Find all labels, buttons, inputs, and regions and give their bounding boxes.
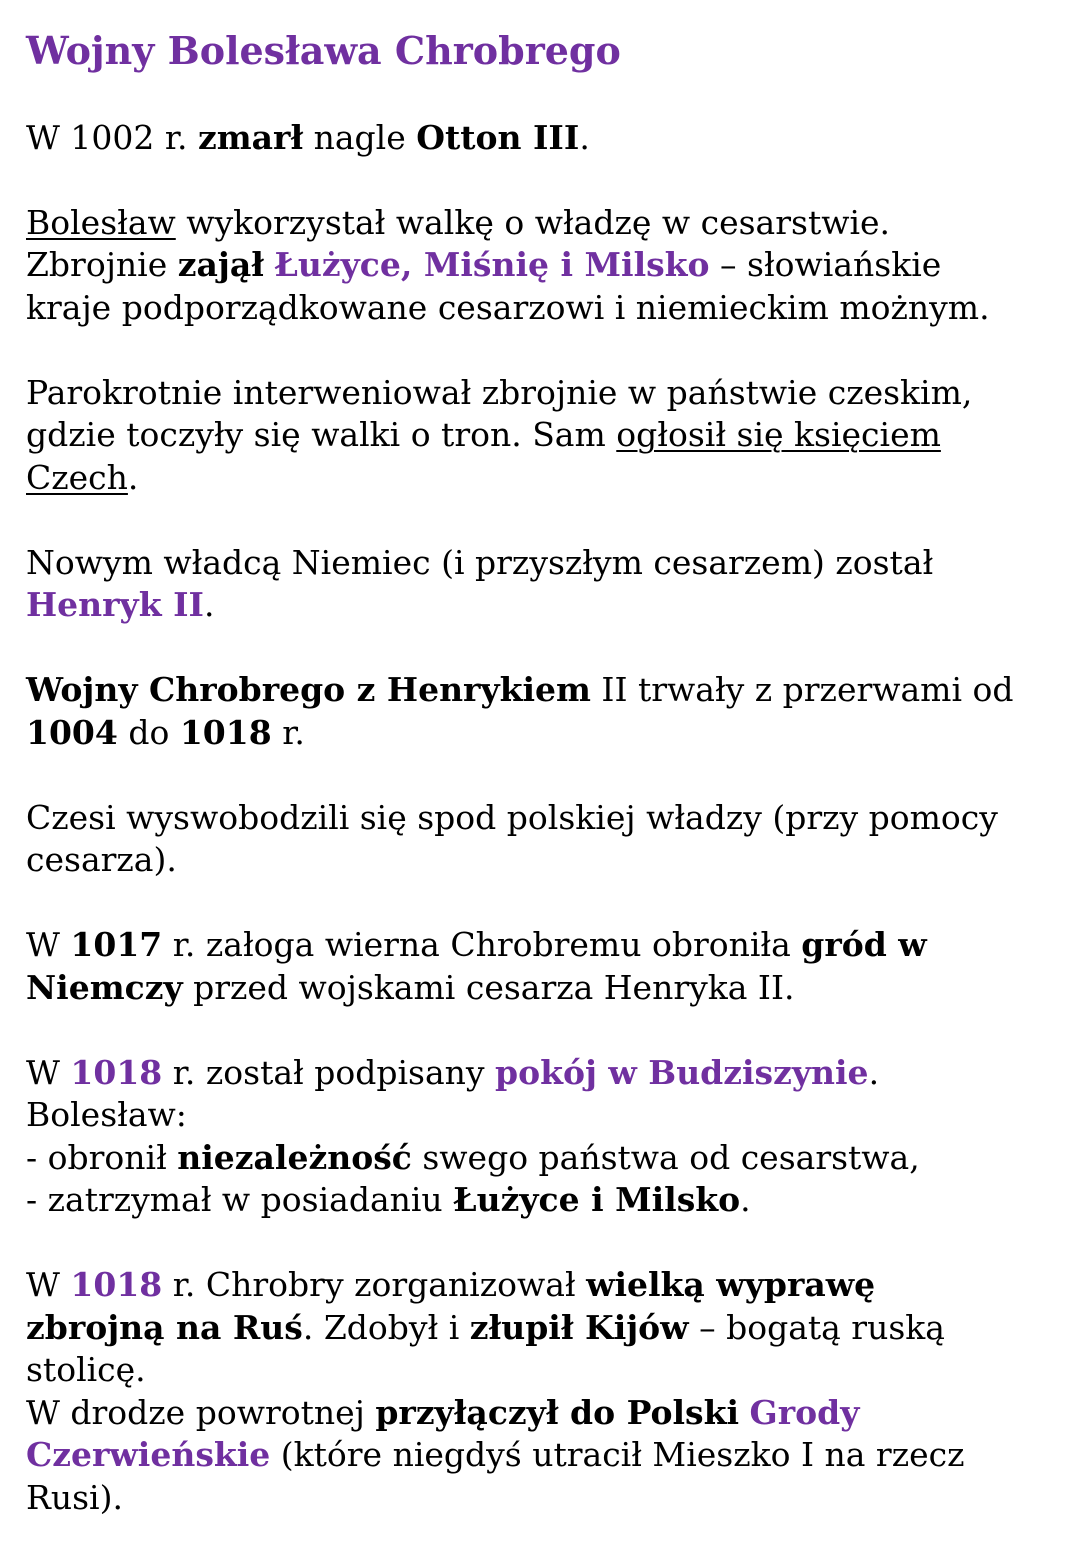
text-run: [264, 245, 275, 284]
text-run: - zatrzymał w posiadaniu: [26, 1180, 454, 1219]
text-run: cesarza).: [26, 840, 177, 879]
text-run: .: [579, 117, 590, 157]
text-run: r.: [271, 712, 305, 752]
bold-text: złupił Kijów: [469, 1307, 689, 1347]
text-run: W: [26, 925, 71, 964]
text-run: r. załoga wierna Chrobremu obroniła: [162, 925, 802, 964]
bold-text: niezależność: [177, 1137, 412, 1177]
text-run: przed wojskami cesarza Henryka II.: [182, 967, 795, 1007]
text-run: swego państwa od cesarstwa,: [411, 1137, 920, 1177]
highlight-text: pokój w Budziszynie: [495, 1052, 869, 1092]
bold-text: 1017: [70, 925, 163, 964]
text-run: kraje podporządkowane cesarzowi i niemieckim możnym.: [26, 287, 990, 327]
text-run: – bogatą ruską: [688, 1307, 945, 1347]
text-run: W: [26, 1265, 71, 1304]
text-run: .: [740, 1180, 751, 1219]
highlight-text: 1018: [70, 1265, 163, 1304]
text-run: (które niegdyś utracił Mieszko I na rzecz: [270, 1435, 965, 1474]
text-run: r. Chrobry zorganizował: [162, 1265, 587, 1304]
text-run: Czesi wyswobodzili się spod polskiej władzy (przy pomocy: [26, 797, 998, 837]
highlight-text: Grody: [749, 1392, 860, 1432]
text-run: r. został podpisany: [162, 1052, 496, 1092]
text-run: - obronił: [26, 1137, 178, 1177]
text-run: W: [26, 1052, 71, 1092]
bold-text: przyłączył do Polski: [375, 1392, 740, 1432]
text-run: .: [203, 585, 215, 624]
bold-text: zajął: [177, 245, 264, 284]
underlined-text: ogłosił się księciem: [616, 415, 941, 454]
text-run: Bolesław:: [26, 1095, 187, 1134]
bold-text: zbrojną na Ruś: [26, 1307, 303, 1347]
text-run: Parokrotnie interweniował zbrojnie w państwie czeskim,: [26, 372, 973, 412]
bold-text: zmarł: [198, 117, 304, 157]
text-run: .: [127, 457, 139, 497]
text-run: W drodze powrotnej: [26, 1392, 376, 1432]
bold-text: Łużyce i Milsko: [453, 1180, 741, 1219]
text-run: Nowym władcą Niemiec (i przyszłym cesarzem) został: [26, 542, 934, 582]
document-page: [26, 28, 1056, 1562]
text-run: .: [868, 1052, 880, 1092]
text-run: nagle: [303, 117, 417, 157]
underlined-text: Czech: [26, 457, 128, 497]
text-run: . Zdobył i: [302, 1307, 470, 1347]
bold-text: Otton III: [416, 117, 580, 157]
bold-text: wielką wyprawę: [586, 1265, 876, 1304]
text-run: [739, 1393, 750, 1432]
text-run: stolicę.: [26, 1350, 146, 1389]
highlight-text: 1018: [70, 1052, 163, 1092]
text-run: – słowiańskie: [709, 245, 942, 284]
bold-text: Wojny Chrobrego z Henrykiem: [26, 670, 591, 709]
highlight-text: Czerwieńskie: [26, 1435, 271, 1474]
bold-text: Niemczy: [26, 967, 183, 1007]
text-run: do: [117, 712, 180, 752]
text-run: Zbrojnie: [26, 245, 178, 284]
bold-text: gród w: [801, 925, 927, 964]
text-run: W 1002 r.: [26, 117, 199, 157]
text-run: wykorzystał walkę o władzę w cesarstwie.: [175, 202, 891, 242]
highlight-text: Henryk II: [26, 585, 204, 624]
highlight-text: Łużyce, Miśnię i Milsko: [274, 245, 710, 284]
bold-text: 1018: [179, 712, 272, 752]
text-run: II trwały z przerwami od: [590, 670, 1014, 709]
page-title: Wojny Bolesława Chrobrego: [26, 28, 621, 73]
bold-text: 1004: [26, 712, 118, 752]
text-run: Rusi).: [26, 1477, 123, 1517]
text-run: gdzie toczyły się walki o tron. Sam: [26, 415, 617, 454]
underlined-text: Bolesław: [26, 202, 176, 242]
